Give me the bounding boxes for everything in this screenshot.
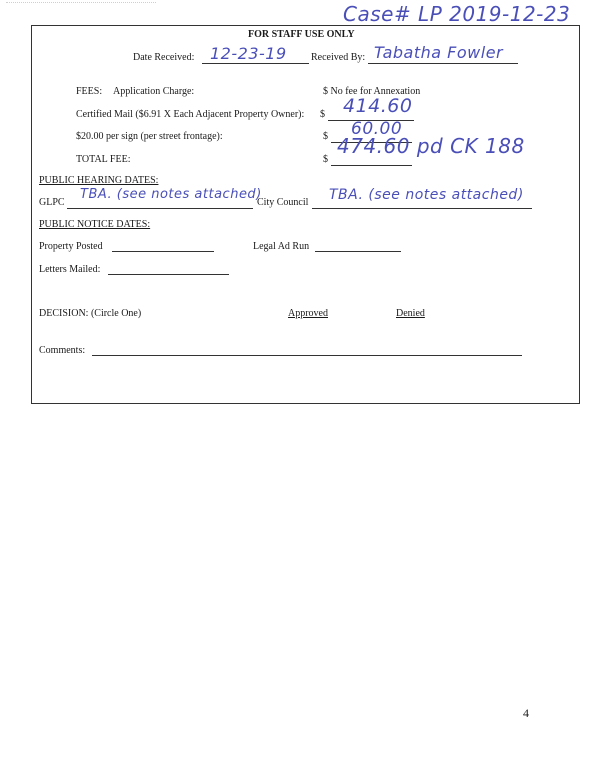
received-by-label: Received By: <box>311 52 366 63</box>
scan-artifact <box>6 2 156 11</box>
legal-ad-run-line <box>315 251 401 252</box>
decision-approved-option: Approved <box>288 308 328 319</box>
date-received-value: 12-23-19 <box>210 44 287 63</box>
application-charge-label: Application Charge: <box>113 86 195 97</box>
sign-fee-value: 60.00 <box>351 119 403 139</box>
comments-line <box>92 355 522 356</box>
glpc-value: TBA. (see notes attached) <box>80 187 262 202</box>
property-posted-label: Property Posted <box>39 241 103 252</box>
total-fee-line <box>331 165 412 166</box>
letters-mailed-label: Letters Mailed: <box>39 264 101 275</box>
city-council-line <box>312 208 532 209</box>
property-posted-line <box>112 251 214 252</box>
sign-fee-currency: $ <box>323 131 328 142</box>
staff-use-heading: FOR STAFF USE ONLY <box>248 29 355 40</box>
date-received-line <box>202 63 309 64</box>
received-by-line <box>368 63 518 64</box>
city-council-value: TBA. (see notes attached) <box>329 187 524 203</box>
comments-label: Comments: <box>39 345 86 356</box>
case-number-handwritten: Case# LP 2019-12-23 <box>343 2 571 26</box>
public-hearing-heading: PUBLIC HEARING DATES: <box>39 175 159 186</box>
decision-label: DECISION: (Circle One) <box>39 308 142 319</box>
public-notice-heading: PUBLIC NOTICE DATES: <box>39 219 151 230</box>
total-fee-currency: $ <box>323 154 328 165</box>
glpc-label: GLPC <box>39 197 65 208</box>
certified-mail-currency: $ <box>320 109 325 120</box>
decision-denied-option: Denied <box>396 308 425 319</box>
city-council-label: City Council <box>257 197 309 208</box>
letters-mailed-line <box>108 274 229 275</box>
staff-use-box <box>31 25 580 404</box>
received-by-value: Tabatha Fowler <box>374 43 504 62</box>
application-charge-value: $ No fee for Annexation <box>323 86 421 97</box>
date-received-label: Date Received: <box>133 52 195 63</box>
legal-ad-run-label: Legal Ad Run <box>253 241 310 252</box>
certified-mail-value: 414.60 <box>343 95 413 117</box>
sign-fee-label: $20.00 per sign (per street frontage): <box>76 131 223 142</box>
glpc-line <box>67 208 253 209</box>
page-number: 4 <box>523 706 529 720</box>
total-fee-value: 474.60 pd CK 188 <box>337 134 525 158</box>
certified-mail-label: Certified Mail ($6.91 X Each Adjacent Property Owner): <box>76 109 305 120</box>
fees-label: FEES: <box>76 86 103 97</box>
total-fee-label: TOTAL FEE: <box>76 154 131 165</box>
